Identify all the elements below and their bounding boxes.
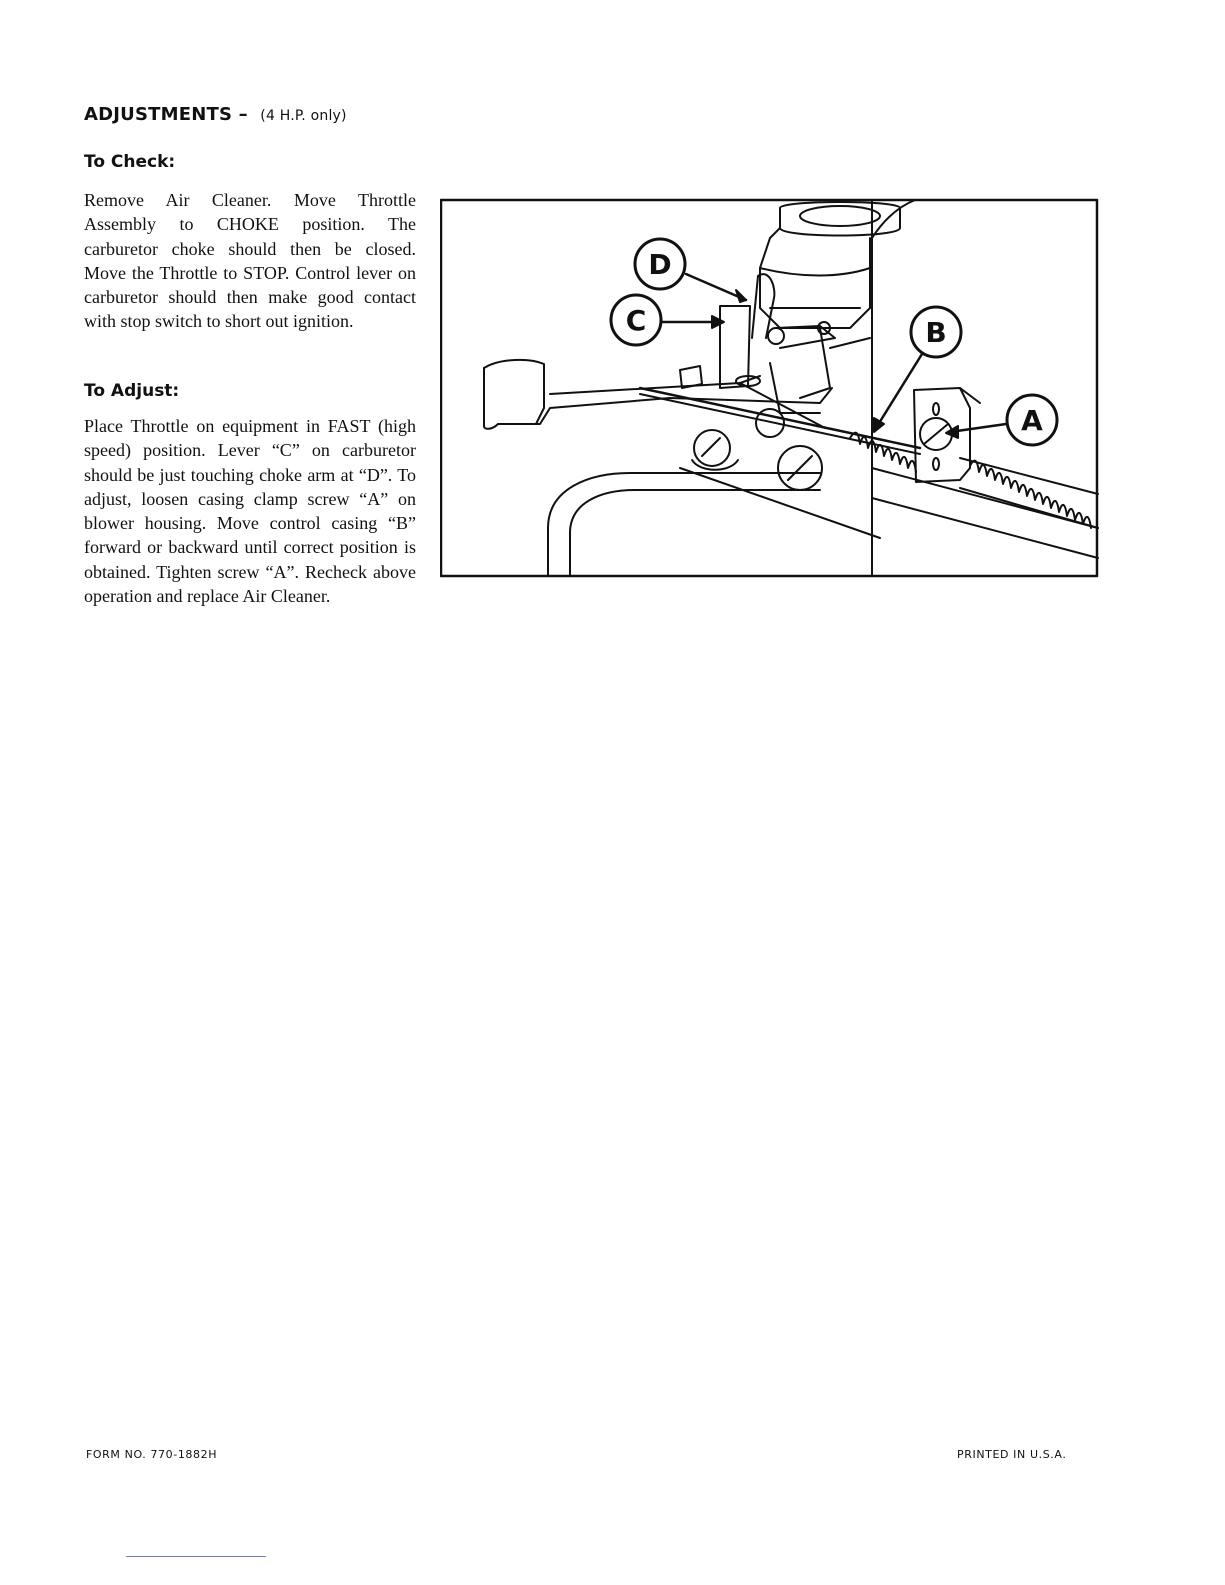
to-adjust-heading: To Adjust:: [84, 381, 180, 401]
figure-border: [441, 200, 1097, 576]
callout-b: [874, 307, 961, 432]
heading-dash: –: [238, 104, 248, 125]
callout-b-label: B: [925, 316, 947, 349]
to-check-paragraph: Remove Air Cleaner. Move Throttle Assembly to CHOKE position. The carburetor choke should then be closed. Move the Throttle to STOP. Control lever on carburetor should then make good contact with stop switch to short out ignition.: [84, 190, 416, 332]
casing-clamp: [914, 388, 980, 482]
callout-a-label: A: [1021, 404, 1043, 437]
bottom-rule: [126, 1556, 266, 1557]
page-heading: [84, 104, 347, 125]
heading-qualifier: (4 H.P. only): [260, 108, 347, 124]
engine-frame: [548, 468, 880, 576]
choke-arm-linkage: [720, 274, 870, 388]
printed-in-notice: PRINTED IN U.S.A.: [957, 1448, 1067, 1461]
carburetor-body: [760, 202, 900, 413]
to-check-heading: To Check:: [84, 152, 176, 172]
callout-d-label: D: [648, 248, 672, 281]
callout-c-label: C: [625, 304, 647, 337]
mounting-screws: [692, 409, 822, 490]
callout-c: [611, 295, 724, 345]
blower-housing: [872, 200, 1098, 576]
callout-a: [946, 395, 1057, 445]
heading-title: ADJUSTMENTS: [84, 104, 233, 125]
to-adjust-paragraph: Place Throttle on equipment in FAST (high speed) position. Lever “C” on carburetor should be just touching choke arm at “D”. To adjust, loosen casing clamp screw “A” on blower housing. Move control casing “B” forward or backward until correct position is obtained. Tighten screw “A”. Recheck above operation and replace Air Cleaner.: [84, 416, 416, 607]
form-number: FORM NO. 770-1882H: [86, 1448, 218, 1461]
callout-d: [635, 239, 746, 302]
carburetor-adjustment-illustration: [440, 198, 1100, 578]
